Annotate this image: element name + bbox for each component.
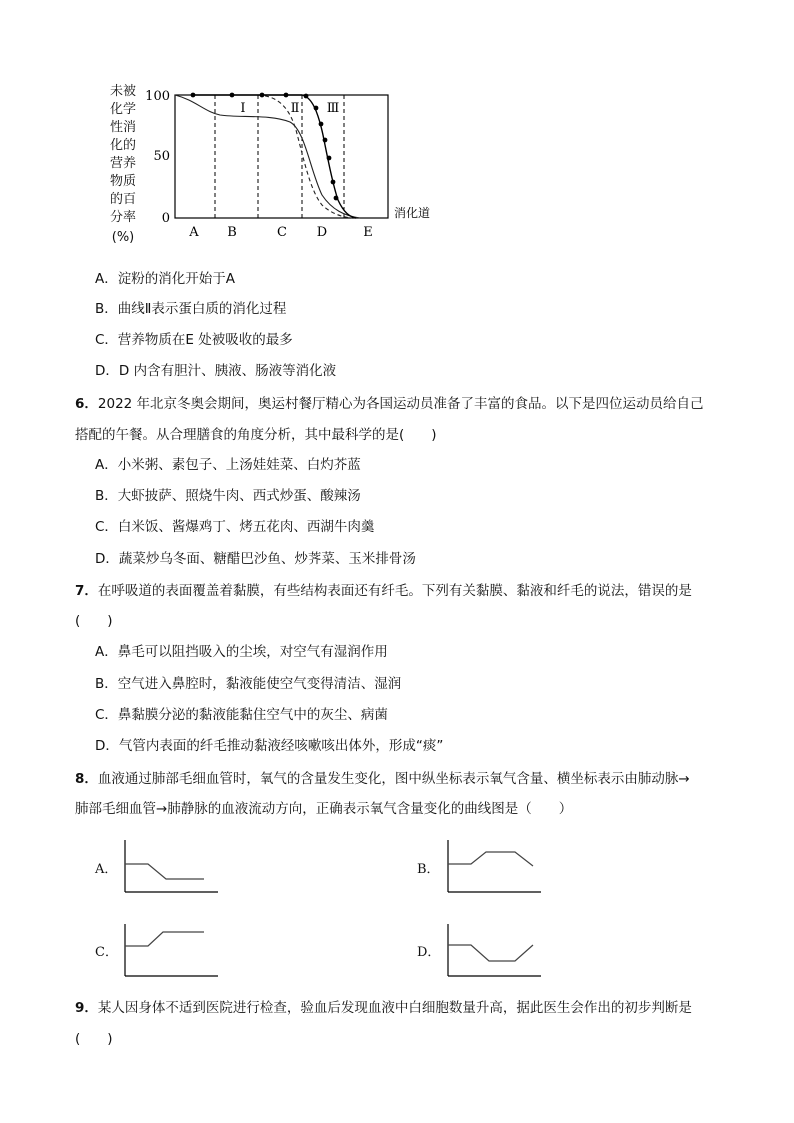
- data-point: [334, 196, 339, 201]
- data-point: [327, 156, 332, 161]
- y-axis-label-line: (%): [111, 230, 135, 245]
- q9-stem-text: 某人因身体不适到医院进行检查，验血后发现血液中白细胞数量升高，据此医生会作出的初步判断是: [97, 1000, 692, 1016]
- data-point: [284, 93, 289, 98]
- q7-stem-text: 在呼吸道的表面覆盖着黏膜，有些结构表面还有纤毛。下列有关黏膜、黏液和纤毛的说法，错误的是: [97, 583, 692, 599]
- x-region-label: E: [363, 225, 373, 240]
- q8-b-curve: [448, 852, 533, 866]
- q6-option-a: A．小米粥、素包子、上汤娃娃菜、白灼芥蓝: [95, 457, 361, 473]
- q6-stem-line2: 搭配的午餐。从合理膳食的角度分析，其中最科学的是( ): [75, 427, 437, 443]
- q8-d-curve: [448, 945, 533, 961]
- y-tick-label: 50: [153, 149, 170, 164]
- data-point: [314, 106, 319, 111]
- q6-option-b: B．大虾披萨、照烧牛肉、西式炒蛋、酸辣汤: [95, 488, 361, 504]
- q8-option-c-label: C．: [95, 945, 118, 960]
- q8-stem-line2: 肺部毛细血管→肺静脉的血液流动方向，正确表示氧气含量变化的曲线图是（ ）: [75, 801, 573, 817]
- y-tick-label: 100: [145, 89, 170, 104]
- y-axis-label-line: 营养: [109, 156, 136, 171]
- q6-stem-line1: [75, 395, 704, 413]
- q5-option-d: D．D 内含有胆汁、胰液、肠液等消化液: [95, 363, 337, 379]
- y-axis-label-line: 化学: [109, 102, 136, 117]
- q7-stem-line2: ( ): [75, 613, 113, 629]
- q8-option-b-label: B．: [417, 862, 440, 877]
- q9-number: 9．: [75, 1000, 98, 1016]
- q7-option-b: B．空气进入鼻腔时，黏液能使空气变得清洁、湿润: [95, 676, 402, 692]
- q6-option-d: D．蔬菜炒乌冬面、糖醋巴沙鱼、炒荠菜、玉米排骨汤: [95, 551, 416, 567]
- data-point: [331, 180, 336, 185]
- q8-a-curve: [125, 864, 204, 879]
- y-axis-label-line: 分率: [109, 210, 136, 225]
- q7-number: 7．: [75, 583, 98, 599]
- series-III-points: [191, 93, 339, 201]
- digestion-chart-svg: [0, 0, 794, 260]
- y-axis-label-line: 未被: [109, 84, 136, 99]
- x-region-label: D: [316, 225, 328, 240]
- q9-stem-line2: ( ): [75, 1031, 113, 1047]
- data-point: [319, 122, 324, 127]
- x-axis-label: 消化道: [394, 206, 431, 220]
- q8-option-a-label: A．: [95, 862, 118, 877]
- y-tick-label: 0: [161, 211, 170, 226]
- q8-graph-b: [441, 836, 561, 896]
- y-axis-label-line: 性消: [109, 120, 136, 135]
- data-point: [230, 93, 235, 98]
- data-point: [323, 138, 328, 143]
- q7-option-c: C．鼻黏膜分泌的黏液能黏住空气中的灰尘、病菌: [95, 707, 388, 723]
- q6-option-c: C．白米饭、酱爆鸡丁、烤五花肉、西湖牛肉羹: [95, 519, 375, 535]
- q5-option-a: A．淀粉的消化开始于A: [95, 271, 235, 287]
- x-region-label: A: [189, 225, 199, 240]
- q8-option-d-label: D．: [417, 945, 441, 960]
- q8-c-curve: [125, 932, 204, 946]
- curve-label: I: [240, 101, 246, 116]
- data-point: [260, 93, 265, 98]
- q8-graph-c: [118, 920, 238, 980]
- q7-stem-line1: [75, 582, 692, 600]
- x-region-label: B: [227, 225, 237, 240]
- q7-option-d: D．气管内表面的纤毛推动黏液经咳嗽咳出体外，形成“痰”: [95, 738, 444, 754]
- q5-option-c: C．营养物质在E 处被吸收的最多: [95, 332, 293, 348]
- q8-graph-a: [118, 836, 238, 896]
- data-point: [191, 93, 196, 98]
- q6-stem-text: 2022 年北京冬奥会期间，奥运村餐厅精心为各国运动员准备了丰富的食品。以下是四位运动员给自己: [97, 396, 704, 412]
- curve-label: Ⅲ: [326, 101, 340, 116]
- y-axis-label-line: 的百: [109, 192, 136, 207]
- q6-number: 6．: [75, 396, 98, 412]
- y-axis-label-line: 化的: [109, 138, 136, 153]
- q9-stem-line1: [75, 999, 692, 1017]
- q5-option-b: B．曲线Ⅱ表示蛋白质的消化过程: [95, 301, 287, 317]
- q8-number: 8．: [75, 771, 98, 787]
- curve-label: Ⅱ: [290, 101, 300, 116]
- plot-frame: [175, 95, 388, 218]
- x-region-label: C: [277, 225, 287, 240]
- y-axis-label-line: 物质: [109, 174, 136, 189]
- data-point: [304, 94, 309, 99]
- q8-graph-d: [441, 920, 561, 980]
- q8-stem-line1: [75, 770, 690, 788]
- q7-option-a: A．鼻毛可以阻挡吸入的尘埃，对空气有湿润作用: [95, 644, 388, 660]
- q8-stem-text: 血液通过肺部毛细血管时，氧气的含量发生变化，图中纵坐标表示氧气含量、横坐标表示由肺动脉→: [97, 771, 690, 787]
